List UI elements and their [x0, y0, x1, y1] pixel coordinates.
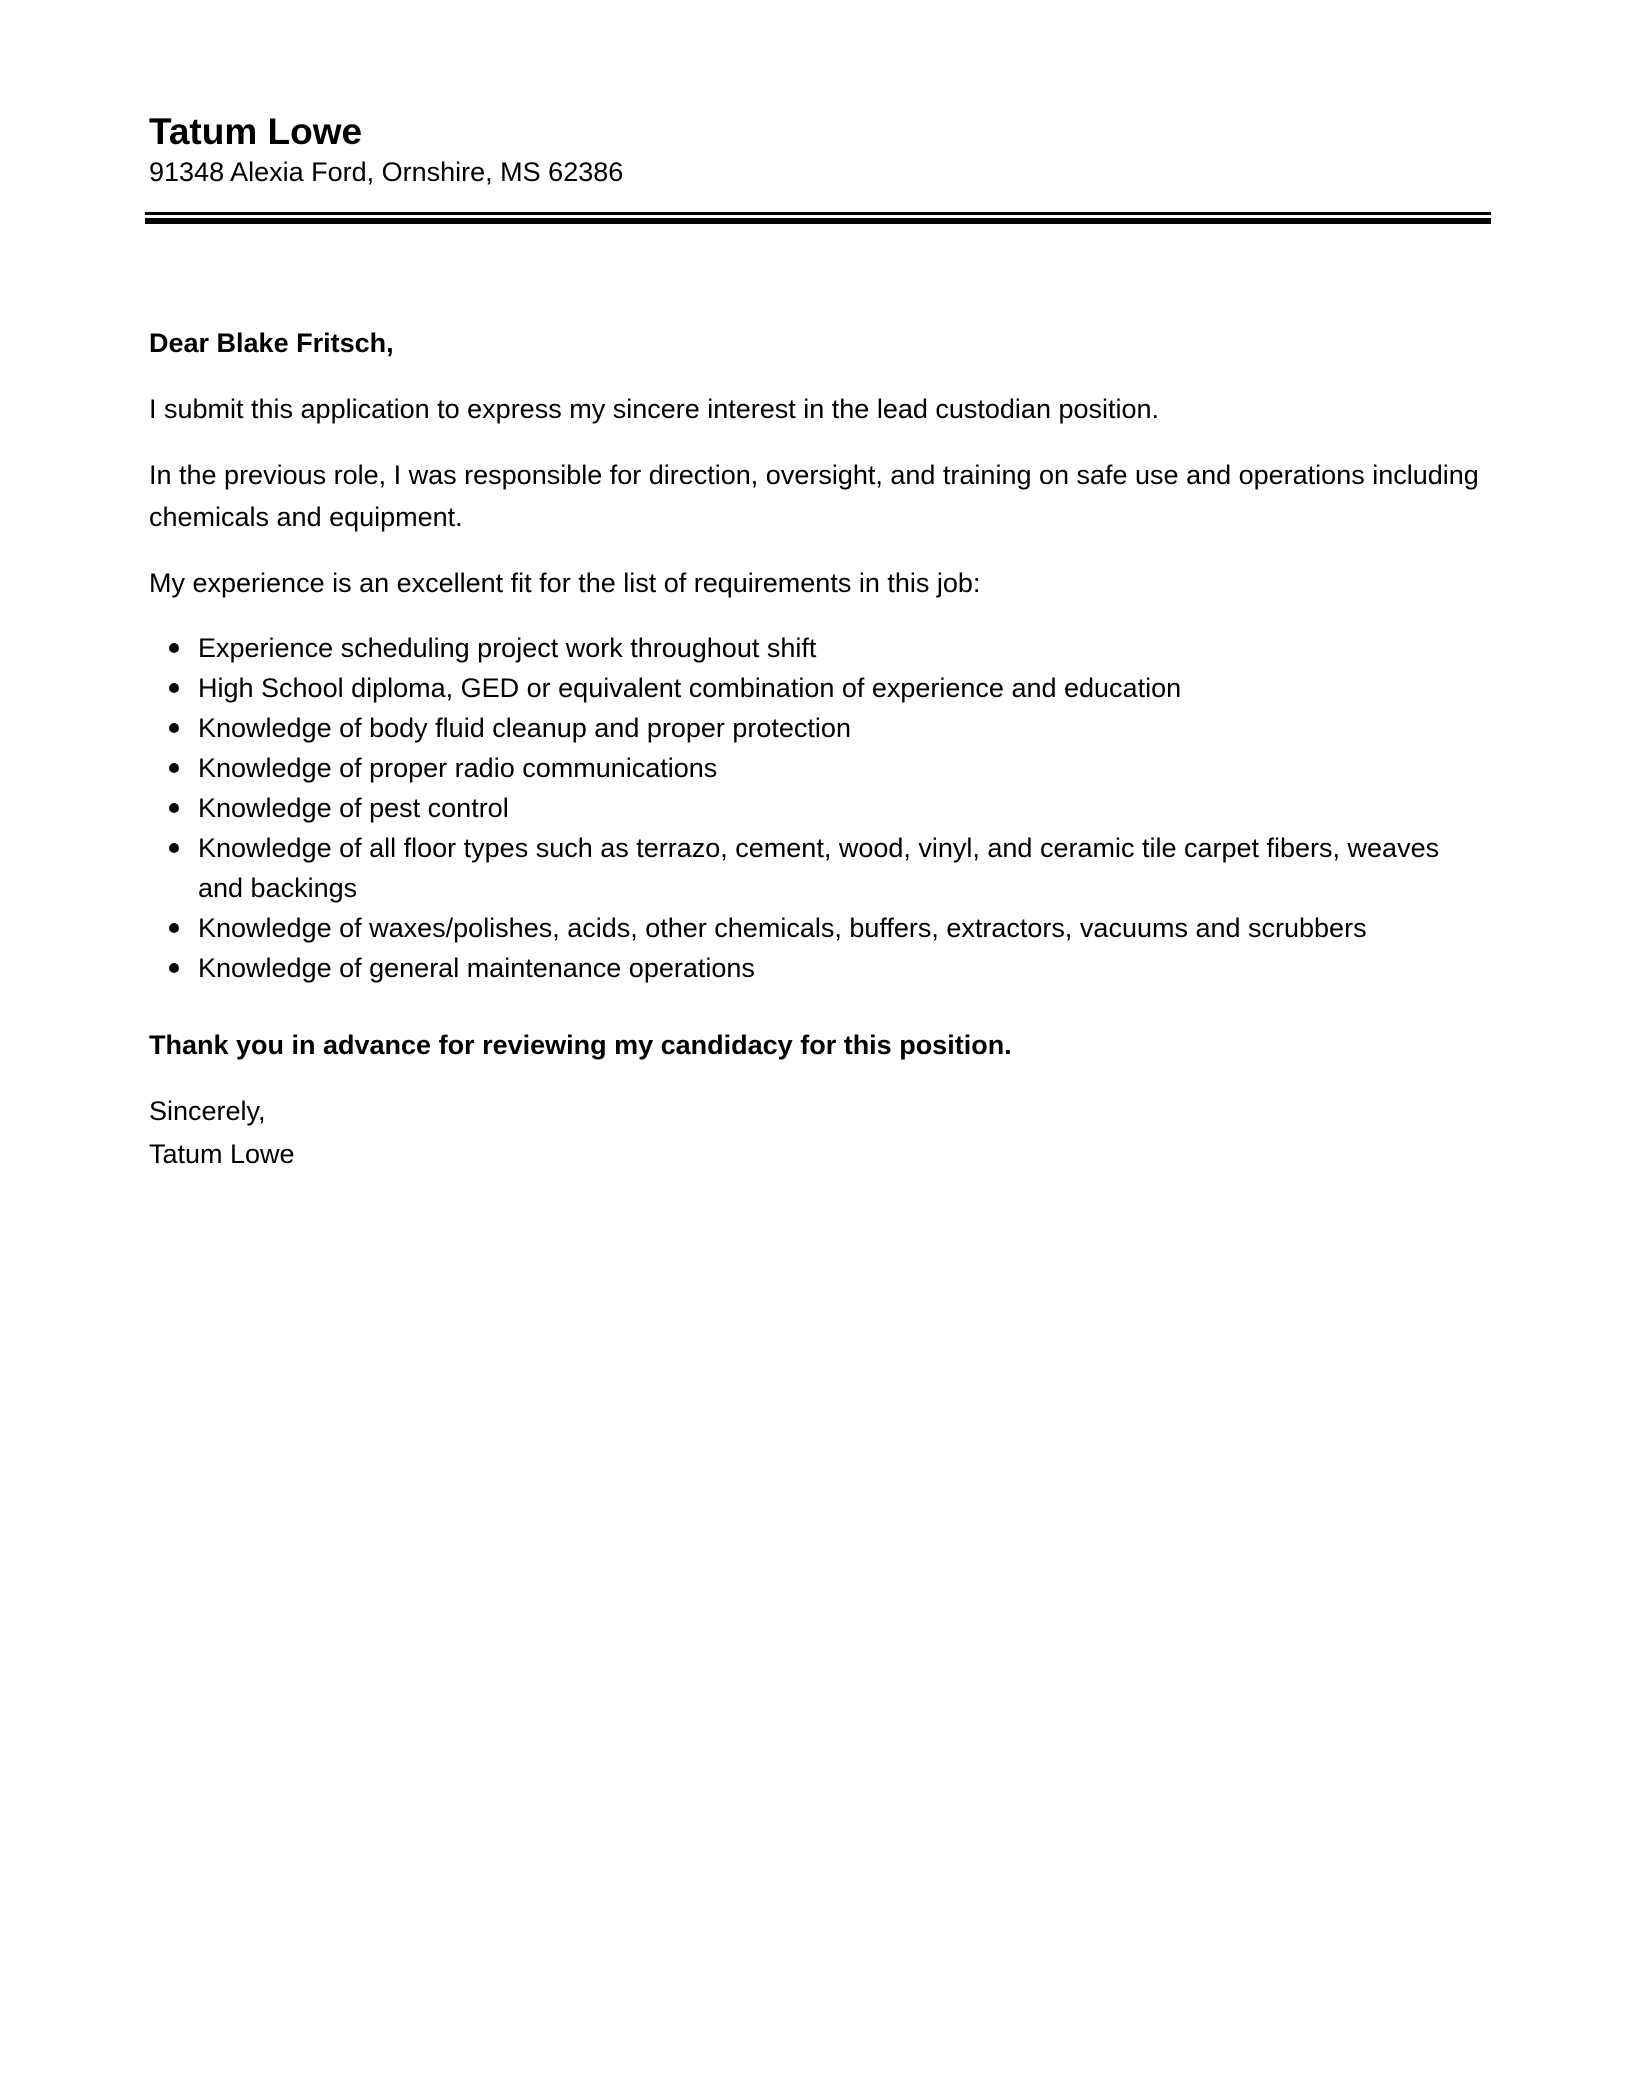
salutation: Dear Blake Fritsch,: [149, 328, 394, 358]
list-item: [149, 788, 1479, 828]
requirement-text: Knowledge of waxes/polishes, acids, other chemicals, buffers, extractors, vacuums and scrubbers: [198, 913, 1367, 943]
requirement-text: Knowledge of pest control: [198, 793, 509, 823]
fit-statement: My experience is an excellent fit for the list of requirements in this job:: [149, 568, 981, 598]
requirement-text: High School diploma, GED or equivalent combination of experience and education: [198, 673, 1182, 703]
bullet-icon: [169, 763, 179, 773]
requirement-text: Knowledge of general maintenance operations: [198, 953, 755, 983]
list-item: [149, 708, 1479, 748]
list-item: [149, 668, 1479, 708]
requirement-text: Experience scheduling project work throughout shift: [198, 633, 817, 663]
list-item: [149, 748, 1479, 788]
applicant-address: 91348 Alexia Ford, Ornshire, MS 62386: [149, 157, 624, 187]
list-item: [149, 628, 1479, 668]
requirement-text: Knowledge of proper radio communications: [198, 753, 718, 783]
requirement-text: Knowledge of all floor types such as terrazo, cement, wood, vinyl, and ceramic tile carpet fibers, weaves and backings: [198, 833, 1440, 903]
bullet-icon: [169, 963, 179, 973]
divider-thin-line: [145, 212, 1491, 215]
signoff-block: [149, 1090, 1479, 1176]
requirement-text: Knowledge of body fluid cleanup and proper protection: [198, 713, 851, 743]
letter-body: [149, 322, 1479, 1176]
thank-you-line: Thank you in advance for reviewing my candidacy for this position.: [149, 1030, 1012, 1060]
header-divider: [145, 212, 1491, 224]
list-item: [149, 828, 1479, 908]
list-item: [149, 948, 1479, 988]
bullet-icon: [169, 803, 179, 813]
closing-word: Sincerely,: [149, 1096, 266, 1126]
list-item: [149, 908, 1479, 948]
signature-name: Tatum Lowe: [149, 1139, 295, 1169]
previous-role-paragraph: In the previous role, I was responsible for direction, oversight, and training on safe use and operations including chemicals and equipment.: [149, 460, 1479, 532]
divider-thick-line: [145, 218, 1491, 224]
bullet-icon: [169, 683, 179, 693]
requirements-list: [149, 628, 1479, 988]
intro-paragraph: I submit this application to express my sincere interest in the lead custodian position.: [149, 394, 1160, 424]
bullet-icon: [169, 843, 179, 853]
bullet-icon: [169, 723, 179, 733]
bullet-icon: [169, 923, 179, 933]
letter-header: [149, 110, 1489, 190]
applicant-name: Tatum Lowe: [149, 111, 363, 152]
bullet-icon: [169, 643, 179, 653]
